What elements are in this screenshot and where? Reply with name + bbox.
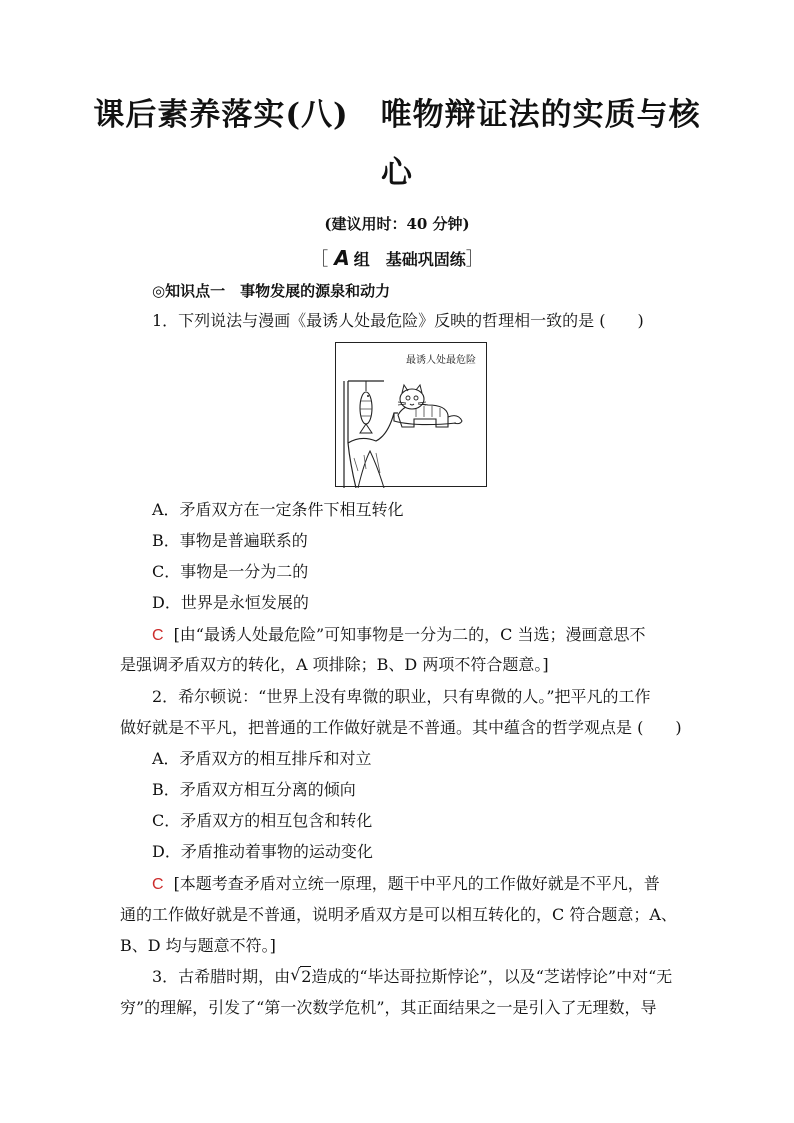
question-1-option-a: A．矛盾双方在一定条件下相互转化 xyxy=(152,500,404,519)
cartoon-caption: 最诱人处最危险 xyxy=(406,355,476,366)
question-2-option-b: B．矛盾双方相互分离的倾向 xyxy=(152,780,356,799)
group-heading xyxy=(0,245,794,271)
question-2-option-d: D．矛盾推动着事物的运动变化 xyxy=(152,842,373,861)
question-1-answer: C xyxy=(152,627,164,644)
group-close-bracket: ］ xyxy=(465,249,484,270)
question-1-option-d: D．世界是永恒发展的 xyxy=(152,593,309,612)
knowledge-point-heading: ◎知识点一 事物发展的源泉和动力 xyxy=(152,282,391,300)
cartoon-drawing xyxy=(336,343,488,488)
page-title-line-1: 课后素养落实(八) 唯物辩证法的实质与核 xyxy=(93,97,701,133)
question-1-answer-line xyxy=(152,627,646,644)
square-root-value: 2 xyxy=(301,967,312,986)
question-1-option-c: C．事物是一分为二的 xyxy=(152,562,309,581)
suggested-time-note: (建议用时：40 分钟) xyxy=(324,215,470,233)
question-2-stem-1: 2．希尔顿说：“世界上没有卑微的职业，只有卑微的人。”把平凡的工作 xyxy=(152,687,651,706)
question-1-explanation-1: [由“最诱人处最危险”可知事物是一分为二的，C 当选；漫画意思不 xyxy=(173,625,646,644)
question-2-explanation-3: B、D 均与题意不符。] xyxy=(120,936,276,955)
cartoon-figure xyxy=(335,342,487,487)
question-3-stem-after: 造成的“毕达哥拉斯悖论”，以及“芝诺悖论”中对“无 xyxy=(311,967,673,986)
question-2-answer-line xyxy=(152,876,660,893)
question-2-option-a: A．矛盾双方的相互排斥和对立 xyxy=(152,749,372,768)
group-label: 组 基础巩固练 xyxy=(353,250,466,269)
question-2-explanation-1: [本题考查矛盾对立统一原理，题干中平凡的工作做好就是不平凡，普 xyxy=(173,874,660,893)
question-2-explanation-2: 通的工作做好就是不普通，说明矛盾双方是可以相互转化的，C 符合题意；A、 xyxy=(120,905,677,924)
question-1-stem: 1．下列说法与漫画《最诱人处最危险》反映的哲理相一致的是 ( ) xyxy=(152,311,644,330)
question-3-stem-before: 3．古希腊时期，由 xyxy=(152,967,291,986)
page-title-line-2: 心 xyxy=(381,155,413,191)
radical-sign-icon: √ xyxy=(290,965,301,984)
question-3-stem-2: 穷”的理解，引发了“第一次数学危机”，其正面结果之一是引入了无理数，导 xyxy=(120,998,657,1017)
question-3-stem-1 xyxy=(152,965,673,986)
group-open-bracket: ［ xyxy=(310,249,329,270)
question-1-explanation-2: 是强调矛盾双方的转化，A 项排除；B、D 两项不符合题意。] xyxy=(120,655,549,674)
question-2-stem-2: 做好就是不平凡，把普通的工作做好就是不普通。其中蕴含的哲学观点是 ( ) xyxy=(120,718,682,737)
question-2-answer: C xyxy=(152,876,164,893)
group-letter: A xyxy=(334,246,350,270)
question-2-option-c: C．矛盾双方的相互包含和转化 xyxy=(152,811,373,830)
question-1-option-b: B．事物是普遍联系的 xyxy=(152,531,308,550)
square-root-expression xyxy=(290,965,312,986)
